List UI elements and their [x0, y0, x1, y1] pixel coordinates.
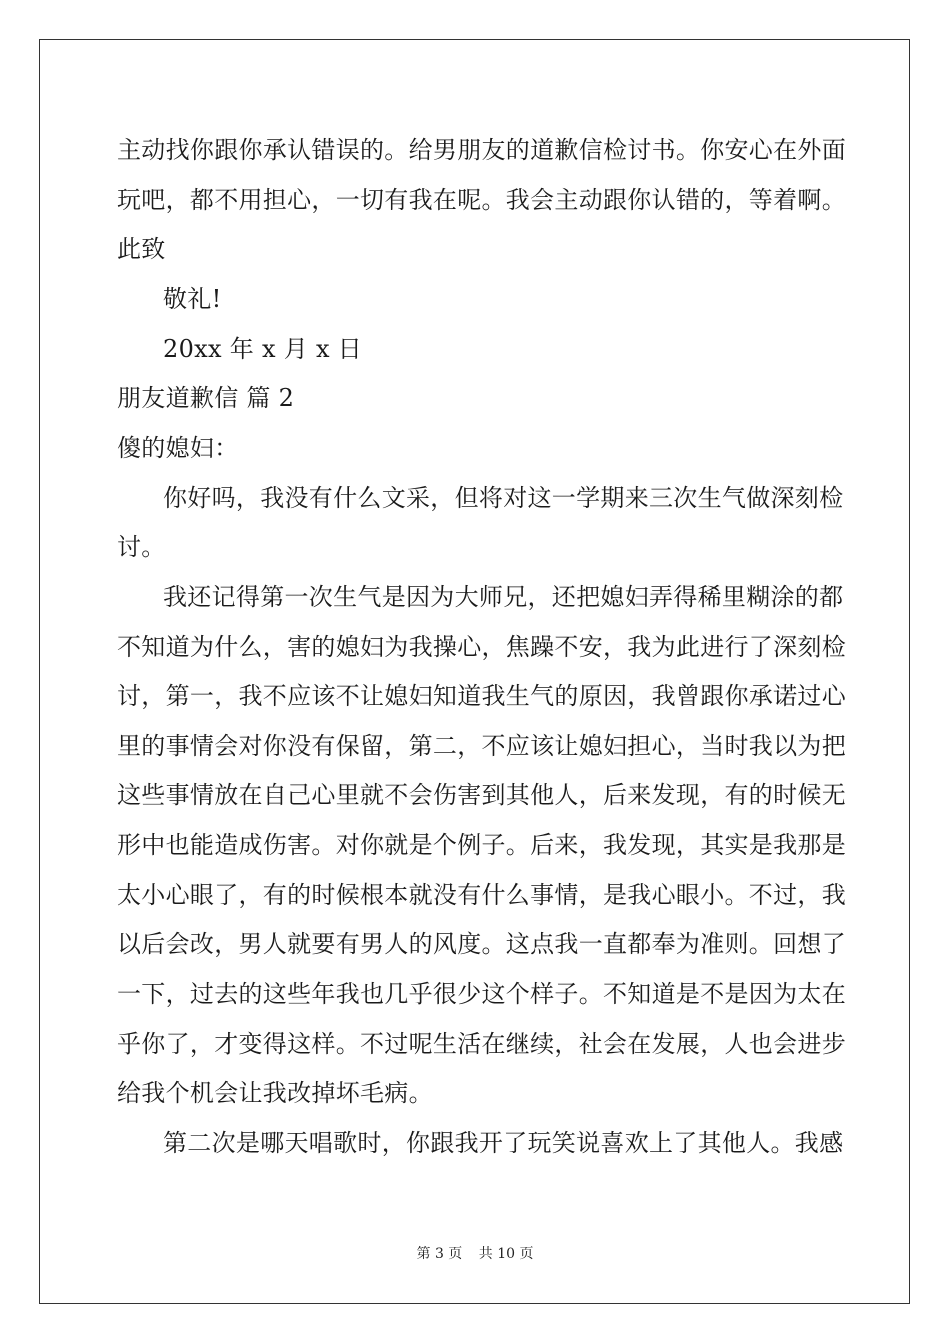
text-line: 以后会改，男人就要有男人的风度。这点我一直都奉为准则。回想了: [117, 930, 846, 958]
text-line: 里的事情会对你没有保留，第二，不应该让媳妇担心，当时我以为把: [117, 732, 846, 760]
text-line: 主动找你跟你承认错误的。给男朋友的道歉信检讨书。你安心在外面: [117, 136, 846, 164]
text-line: 不知道为什么，害的媳妇为我操心，焦躁不安，我为此进行了深刻检: [117, 633, 846, 661]
page-footer: [0, 1244, 950, 1264]
page-total: 共 10 页: [478, 1246, 534, 1262]
salutation: 傻的媳妇：: [117, 434, 239, 462]
text-line: 给我个机会让我改掉坏毛病。: [117, 1079, 433, 1107]
text-line: 太小心眼了，有的时候根本就没有什么事情，是我心眼小。不过，我: [117, 881, 846, 909]
text-line: 第二次是哪天唱歌时，你跟我开了玩笑说喜欢上了其他人。我感: [163, 1129, 844, 1157]
page-border: [39, 39, 910, 1304]
text-line: 形中也能造成伤害。对你就是个例子。后来，我发现，其实是我那是: [117, 831, 846, 859]
text-line: 你好吗，我没有什么文采，但将对这一学期来三次生气做深刻检: [163, 484, 844, 512]
text-line: 此致: [117, 235, 166, 263]
text-line: 我还记得第一次生气是因为大师兄，还把媳妇弄得稀里糊涂的都: [163, 583, 844, 611]
text-line: 玩吧，都不用担心，一切有我在呢。我会主动跟你认错的，等着啊。: [117, 186, 846, 214]
text-line: 讨，第一，我不应该不让媳妇知道我生气的原因，我曾跟你承诺过心: [117, 682, 846, 710]
text-line: 这些事情放在自己心里就不会伤害到其他人，后来发现，有的时候无: [117, 781, 846, 809]
page-number: 第 3 页: [416, 1246, 463, 1262]
text-line: 讨。: [117, 533, 166, 561]
section-heading: 朋友道歉信 篇 2: [117, 384, 295, 412]
text-line: 乎你了，才变得这样。不过呢生活在继续，社会在发展，人也会进步: [117, 1030, 846, 1058]
text-line: 敬礼!: [163, 285, 222, 313]
text-line: 一下，过去的这些年我也几乎很少这个样子。不知道是不是因为太在: [117, 980, 846, 1008]
text-line: 20xx 年 x 月 x 日: [163, 335, 363, 363]
